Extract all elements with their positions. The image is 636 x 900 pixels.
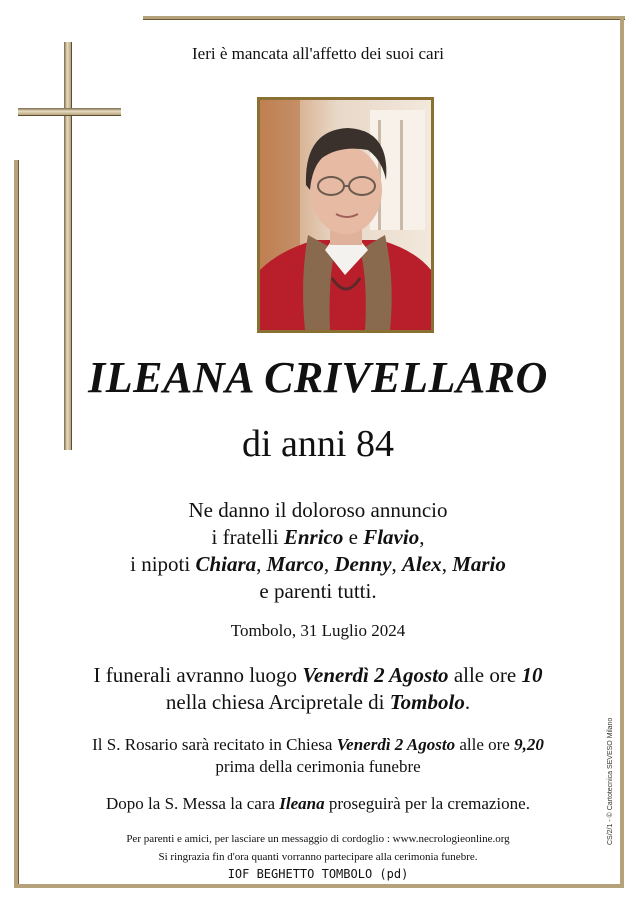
funeral-line-2: nella chiesa Arcipretale di Tombolo.: [165, 690, 471, 714]
announcement-line-3: i nipoti Chiara, Marco, Denny, Alex, Mario: [130, 552, 506, 576]
portrait-image: [260, 100, 431, 330]
mass-line: Dopo la S. Messa la cara Ileana proseguirà per la cremazione.: [106, 794, 530, 813]
print-code: CS/2/1 - © Cartotecnica SEVESO Milano: [607, 717, 614, 845]
footer-line-1: Per parenti e amici, per lasciare un messaggio di cordoglio : www.necrologieonline.org: [126, 833, 510, 845]
funeral-block: [0, 662, 636, 716]
intro-text: Ieri è mancata all'affetto dei suoi cari: [192, 44, 444, 63]
footer-notes: [0, 830, 636, 866]
rosary-block: [0, 734, 636, 778]
place-date: Tombolo, 31 Luglio 2024: [230, 621, 406, 640]
funeral-agency: IOF BEGHETTO TOMBOLO (pd): [227, 867, 409, 881]
funeral-line-1: I funerali avranno luogo Venerdì 2 Agosto alle ore 10: [93, 663, 543, 687]
rosary-line-2: prima della cerimonia funebre: [215, 757, 421, 776]
rosary-line-1: Il S. Rosario sarà recitato in Chiesa Venerdì 2 Agosto alle ore 9,20: [92, 735, 544, 754]
announcement-line-4: e parenti tutti.: [259, 579, 377, 603]
frame-bottom: [14, 884, 624, 888]
footer-line-2: Si ringrazia fin d'ora quanti vorranno partecipare alla cerimonia funebre.: [158, 851, 478, 863]
deceased-name: ILEANA CRIVELLARO: [88, 353, 548, 402]
deceased-age: di anni 84: [242, 423, 394, 465]
cross-horizontal-bar: [18, 108, 121, 115]
announcement-block: [0, 497, 636, 605]
frame-top-inner: [143, 19, 625, 20]
announcement-line-1: Ne danno il doloroso annuncio: [188, 498, 448, 522]
announcement-line-2: i fratelli Enrico e Flavio,: [211, 525, 425, 549]
portrait-photo: [257, 97, 434, 333]
